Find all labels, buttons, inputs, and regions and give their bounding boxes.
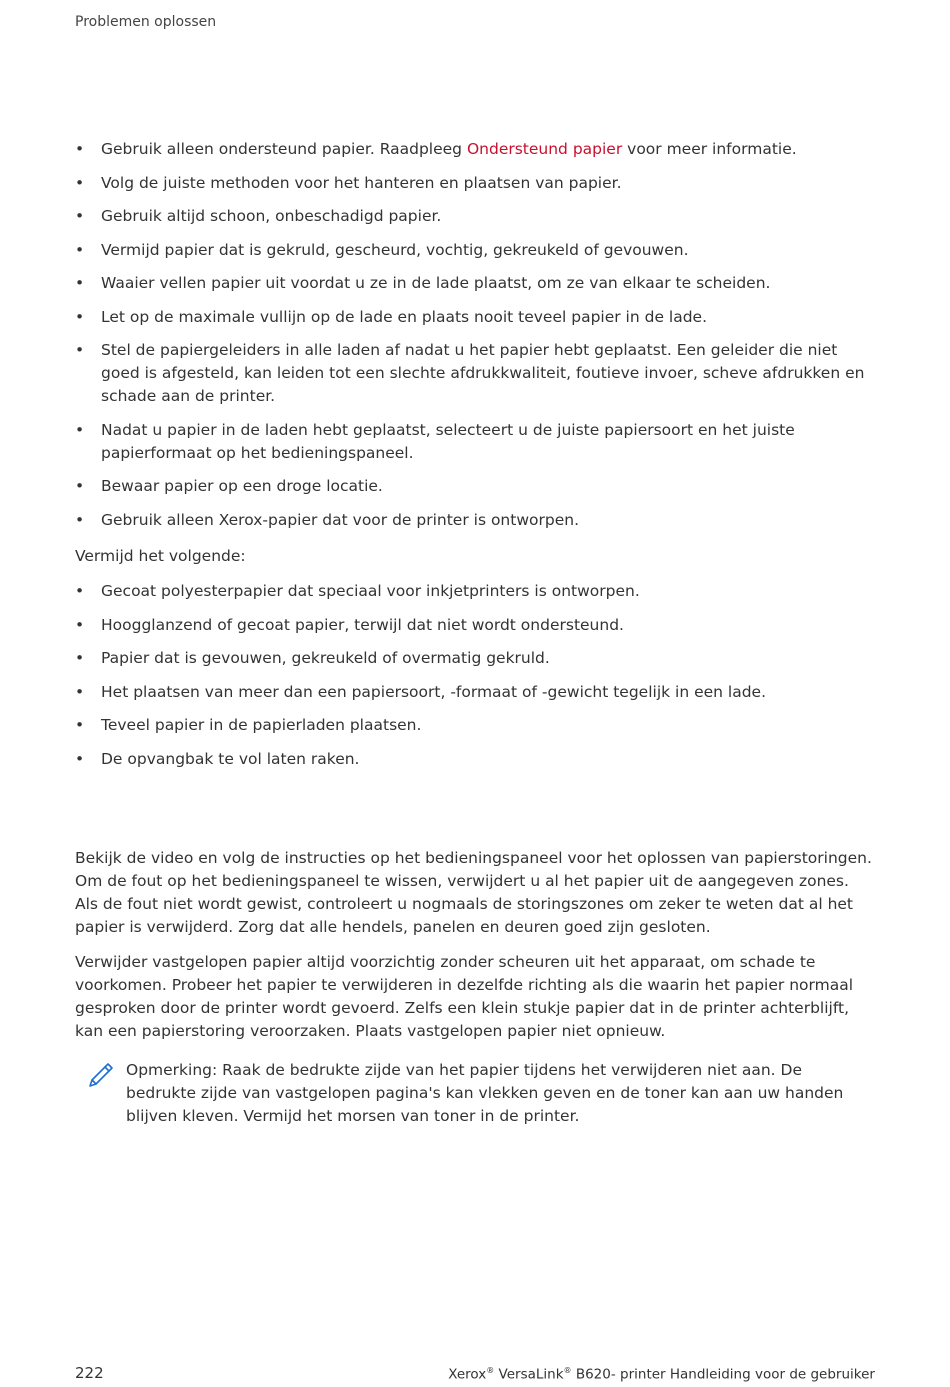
list-item: • Gecoat polyesterpapier dat speciaal voor inkjetprinters is ontworpen. xyxy=(75,580,875,603)
list-item: • Het plaatsen van meer dan een papiersoort, -formaat of -gewicht tegelijk in een lade. xyxy=(75,681,875,704)
list-item: • Waaier vellen papier uit voordat u ze in de lade plaatst, om ze van elkaar te scheiden. xyxy=(75,272,875,295)
list-item: • De opvangbak te vol laten raken. xyxy=(75,748,875,771)
list-item: • Gebruik alleen Xerox-papier dat voor de printer is ontworpen. xyxy=(75,509,875,532)
note-box xyxy=(75,1059,875,1128)
avoid-list xyxy=(75,580,875,781)
list-item: • Gebruik alleen ondersteund papier. Raadpleeg Ondersteund papier voor meer informatie. xyxy=(75,138,875,161)
supported-paper-link[interactable]: Ondersteund papier xyxy=(466,140,623,158)
list-item: • Bewaar papier op een droge locatie. xyxy=(75,475,875,498)
list-item: • Teveel papier in de papierladen plaatsen. xyxy=(75,714,875,737)
list-item: • Stel de papiergeleiders in alle laden af nadat u het papier hebt geplaatst. Een geleider die niet goed is afgesteld, kan leiden tot een slechte afdrukkwaliteit, foutieve invoer, scheve afdrukken en schade aan de printer. xyxy=(75,339,875,408)
footer-product-title: Xerox® VersaLink® B620- printer Handleiding voor de gebruiker xyxy=(448,1366,875,1383)
list-item: • Let op de maximale vullijn op de lade en plaats nooit teveel papier in de lade. xyxy=(75,306,875,329)
note-text: Opmerking: Raak de bedrukte zijde van het papier tijdens het verwijderen niet aan. De bedrukte zijde van vastgelopen pagina's kan vlekken geven en de toner kan aan uw handen blijven kleven. Vermijd het morsen van toner in de printer. xyxy=(126,1061,844,1125)
page-number: 222 xyxy=(75,1364,104,1382)
avoid-intro: Vermijd het volgende: xyxy=(75,547,246,565)
running-header: Problemen oplossen xyxy=(75,14,217,30)
list-item: • Papier dat is gevouwen, gekreukeld of overmatig gekruld. xyxy=(75,647,875,670)
jam-instructions-paragraph: Bekijk de video en volg de instructies op het bedieningspaneel voor het oplossen van papierstoringen. Om de fout op het bedieningspaneel te wissen, verwijdert u al het papier uit de aangegeven zones. Als de fout niet wordt gewist, controleert u nogmaals de storingszones om zeker te weten dat al het papier is verwijderd. Zorg dat alle hendels, panelen en deuren goed zijn gesloten. xyxy=(75,849,872,936)
paper-handling-list xyxy=(75,138,875,542)
list-item: • Volg de juiste methoden voor het hanteren en plaatsen van papier. xyxy=(75,172,875,195)
list-item: • Hoogglanzend of gecoat papier, terwijl dat niet wordt ondersteund. xyxy=(75,614,875,637)
list-item: • Vermijd papier dat is gekruld, gescheurd, vochtig, gekreukeld of gevouwen. xyxy=(75,239,875,262)
jam-removal-paragraph: Verwijder vastgelopen papier altijd voorzichtig zonder scheuren uit het apparaat, om schade te voorkomen. Probeer het papier te verwijderen in dezelfde richting als die waarin het papier normaal gesproken door de printer wordt gevoerd. Zelfs een klein stukje papier dat in de printer achterblijft, kan een papierstoring veroorzaken. Plaats vastgelopen papier niet opnieuw. xyxy=(75,953,853,1040)
list-item: • Gebruik altijd schoon, onbeschadigd papier. xyxy=(75,205,875,228)
pencil-icon xyxy=(87,1061,115,1089)
list-item: • Nadat u papier in de laden hebt geplaatst, selecteert u de juiste papiersoort en het juiste papierformaat op het bedieningspaneel. xyxy=(75,419,875,465)
